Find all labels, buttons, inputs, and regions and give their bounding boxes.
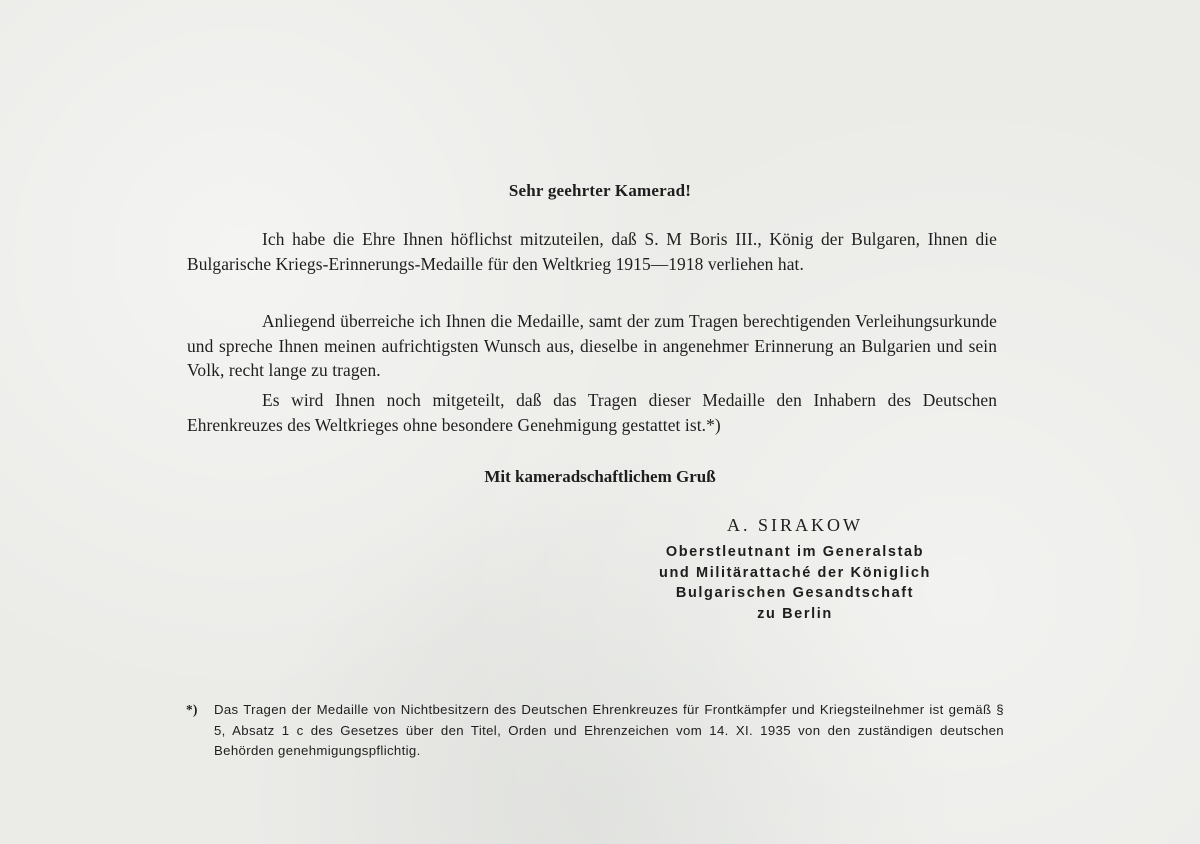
signatory-title-line-3: Bulgarischen Gesandtschaft: [675, 585, 915, 601]
letter-paragraph-2: [187, 309, 997, 383]
closing-greeting: Mit kameradschaftlichem Gruß: [484, 467, 716, 486]
signatory-title-line-4: zu Berlin: [757, 605, 833, 622]
signatory-title-line-2: und Militärattaché der Königlich: [659, 564, 931, 581]
footnote-marker: *): [186, 702, 198, 717]
signatory-title-line-1: Oberstleutnant im Generalstab: [665, 544, 925, 560]
letter-paragraph-3: [187, 388, 997, 437]
paragraph-text: Anliegend überreiche ich Ihnen die Medaille, samt der zum Tragen berechtigenden Verleihungsurkunde und spreche Ihnen meinen aufrichtigsten Wunsch aus, dieselbe in angenehmer Erinnerung an Bulgarien und sein Volk, recht lange zu tragen.: [187, 311, 997, 380]
paragraph-text: Ich habe die Ehre Ihnen höflichst mitzuteilen, daß S. M Boris III., König der Bulgaren, Ihnen die Bulgarische Kriegs-Erinnerungs-Medaille für den Weltkrieg 1915—1918 verliehen hat.: [187, 229, 997, 274]
salutation: Sehr geehrter Kamerad!: [508, 181, 692, 200]
signatory-name: A. SIRAKOW: [727, 515, 863, 535]
letter-paragraph-1: [187, 227, 997, 276]
footnote-text: Das Tragen der Medaille von Nichtbesitzern des Deutschen Ehrenkreuzes für Frontkämpfer und Kriegsteilnehmer ist gemäß § 5, Absatz 1 c des Gesetzes über den Titel, Orden und Ehrenzeichen vom 14. XI. 1935 von den zuständigen deutschen Behörden genehmigungspflichtig.: [214, 702, 1004, 758]
signature-block: [560, 515, 1030, 624]
footnote: [186, 700, 1004, 762]
paragraph-text: Es wird Ihnen noch mitgeteilt, daß das Tragen dieser Medaille den Inhabern des Deutschen Ehrenkreuzes des Weltkrieges ohne besondere Genehmigung gestattet ist.*): [187, 390, 997, 435]
